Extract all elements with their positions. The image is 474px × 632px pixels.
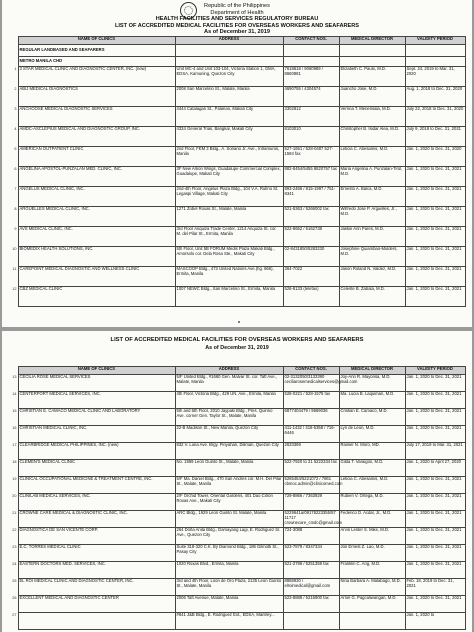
table-row <box>10 443 465 460</box>
cell-address: ARC Bldg., 1929 Leon Guinto St. Malate, Manila <box>175 511 283 528</box>
cell-address: 2/F Orchid Tower, Oriental Gardens, 401 Dao Citron Roxas Ave., Makati City <box>175 494 283 511</box>
table-row <box>10 426 465 443</box>
column-header-name: NAME OF CLINICS <box>18 367 175 375</box>
cell-address: 5/F United Bldg., #1660 Gen. Malvar St. cor. Taft Ave., Malate, Manila <box>175 375 283 392</box>
cell-address: #641 J&B Bldg., E. Rodriguez Ext., EDSA, Mantrey... <box>175 613 283 630</box>
cell-contact: 2633369 <box>283 443 339 460</box>
cell-director: Arnel G. Pagcaliwangan, M.D. <box>339 596 405 613</box>
row-number: 11 <box>12 266 17 271</box>
cell-contact: 729-8866 / 7363929 <box>283 494 339 511</box>
cell-contact <box>283 613 339 630</box>
cell-address: 2nd Floor, FEM 3 Bldg., A. Soriano Jr. Ave., Intramuros, Manila <box>175 147 283 167</box>
table-row <box>10 127 465 147</box>
row-number: 3 <box>14 106 17 111</box>
table-row <box>10 477 465 494</box>
cell-address: 832 V. Luna Ave. Brgy. Pinyahan, Diliman, Quezon City <box>175 443 283 460</box>
cell-validity: Jan. 1, 2020 to Dec. 31, 2021 <box>405 247 465 267</box>
cell-name: ABIJ MEDICAL DIAGNOSTICS <box>18 87 175 107</box>
cell-name: EL ROI MEDICAL CLINIC AND DIAGNOSTIC CENTER, INC. <box>18 579 175 596</box>
cell-director: Cristian E. Camaco, M.D. <box>339 409 405 426</box>
row-number: 8 <box>14 206 17 211</box>
cell-director: Nina Barbara A. Malabago, M.D. <box>339 579 405 596</box>
cell-contact: 02-3132050/3133390 ceciliarosemedicalservices@gmail.com <box>283 375 339 392</box>
cell-address: MASCOOP Bldg., 473 United Nations Ave.(hg. 666), Ermita, Manila <box>175 267 283 287</box>
cell-name: AMERICAN OUTPATIENT CLINIC <box>18 147 175 167</box>
cell-director: Ernesto A. Balca, M.D. <box>339 187 405 207</box>
page-dot-mark <box>238 321 240 323</box>
cell-director: Franklin C. Ang, M.D. <box>339 562 405 579</box>
cell-contact: 527-1651 / 528-0487 527-1594 fax <box>283 147 339 167</box>
cell-address: 22-B Madison St., New Manila, Quezon City <box>175 426 283 443</box>
section-label-metro-manila: METRO MANILA CHD <box>18 57 175 67</box>
table-row <box>10 596 465 613</box>
cell-director <box>339 613 405 630</box>
cell-contact: 411-1432 / 416-5358 / 716-6446 <box>283 426 339 443</box>
cell-contact: 724-3088 <box>283 528 339 545</box>
row-number: 15 <box>12 408 17 413</box>
table-row <box>10 207 465 227</box>
cell-name <box>18 613 175 630</box>
section-row <box>10 57 465 67</box>
table-row <box>10 187 465 207</box>
header-republic: Republic of the Philippines <box>204 3 270 9</box>
table-row <box>10 511 465 528</box>
row-number: 24 <box>12 561 17 566</box>
cell-director: Arvin Lester S. Mike, M.D. <box>339 528 405 545</box>
column-header-address: ADDRESS <box>175 37 283 45</box>
page2-as-of-date: As of December 31, 2019 <box>205 345 269 351</box>
table-row <box>10 227 465 247</box>
cell-validity: July 22, 2018 to Dec. 31, 2020 <box>405 107 465 127</box>
cell-address: 5th Floor, Unit 5B FORUM Medis Plaza Makati Bldg., Amorsolo cor. Dela Rosa Ste., Makati City <box>175 247 283 267</box>
cell-director: Rainier N. Moro, MD. <box>339 443 405 460</box>
cell-validity: Feb. 18, 2019 to Dec. 31, 2021 <box>405 579 465 596</box>
row-number: 16 <box>12 425 17 430</box>
cell-address: 264 Doña Anita Bldg., Damayang Lagi, E. Rodriguez Sr. Ave., Quezon City <box>175 528 283 545</box>
cell-director: Jason Roland N. Valdez, M.D. <box>339 267 405 287</box>
cell-name: ARGUELLES MEDICAL CLINIC, INC. <box>18 207 175 227</box>
cell-name: DIAGNOSTICA DE SAN VICENTE CORP. <box>18 528 175 545</box>
row-number: 22 <box>12 527 17 532</box>
cell-director: Vernna T. Menensala, M.D. <box>339 107 405 127</box>
cell-contact: 364-7022 <box>283 267 339 287</box>
cell-address: 5/F Ma. Daniel Bldg., 470 San Andres cor. M.H. Del Pilar St., Malate, Manila <box>175 477 283 494</box>
cell-address: 4334 General Trias, Bangkal, Makati City <box>175 127 283 147</box>
cell-director: Celeste B. Zabala, M.D. <box>339 287 405 307</box>
cell-address: 1007 NEWC Bldg., San Marcelino St., Ermita, Manila <box>175 287 283 307</box>
cell-address: 1020 Roxas Blvd., Ermita, Manila <box>175 562 283 579</box>
header-as-of-date: As of December 31, 2019 <box>204 29 270 36</box>
cell-contact: 893-2466 / 815-1997 / 751-8341 <box>283 187 339 207</box>
row-number: 27 <box>12 612 17 617</box>
row-number: 6 <box>14 166 17 171</box>
row-number: 7 <box>14 186 17 191</box>
cell-validity: Jan. 1, 2020 to Dec. 31, 2021 <box>405 392 465 409</box>
cell-director: Ma. Lucia B. Laquiman, M.D. <box>339 392 405 409</box>
table-row <box>10 147 465 167</box>
cell-contact: 02-8431850/5283230 <box>283 247 339 267</box>
cell-name: ANGELINA APOSTOL-PUNZALAN MED. CLINIC, INC. <box>18 167 175 187</box>
cell-name: CLINICAL OCCUPATIONAL MEDICINE & TREATMENT CENTRE, INC. <box>18 477 175 494</box>
cell-validity: Jan. 1, 2020 to April 27, 2020 <box>405 460 465 477</box>
table-row <box>10 375 465 392</box>
cell-director: Gilda T. Varaigon, M.D. <box>339 460 405 477</box>
cell-contact: 8888930 / elroimedical@gmail.com <box>283 579 339 596</box>
cell-validity: Jan. 1, 2020 to Dec. 31, 2021 <box>405 375 465 392</box>
cell-contact: 3302812 <box>283 107 339 127</box>
cell-name: ANCHOOSE MEDICAL DIAGNOSTIC SERVICES <box>18 107 175 127</box>
table-row <box>10 409 465 426</box>
cell-validity: Jan. 1, 2020 to Dec. 31, 2021 <box>405 227 465 247</box>
table-row <box>10 545 465 562</box>
row-number: 21 <box>12 510 17 515</box>
cell-contact: 7618618 / 9060989 / 8660881 <box>283 67 339 87</box>
cell-contact: 521-2788 / 5251359 fax <box>283 562 339 579</box>
table-row <box>10 528 465 545</box>
row-number-header <box>10 37 18 45</box>
document-header <box>2 3 472 36</box>
column-header-name: NAME OF CLINICS <box>18 37 175 45</box>
cell-director: Josephine Quiambao-Mulders, M.D. <box>339 247 405 267</box>
row-number: 17 <box>12 442 17 447</box>
cell-name: CECILIA ROSE MEDICAL SERVICES <box>18 375 175 392</box>
cell-director: Rubien V. Ortega, M.D. <box>339 494 405 511</box>
document-page-2 <box>2 331 472 632</box>
row-number: 1 <box>14 66 17 71</box>
cell-name: CENTERPORT MEDICAL SERVICES, INC. <box>18 392 175 409</box>
cell-validity: Jan. 1, 2020 to Dec. 31, 2021 <box>405 426 465 443</box>
cell-validity: Jan. 1, 2020 to Dec. 31, 2021 <box>405 287 465 307</box>
cell-contact: 523-8888 / 5216900 fax <box>283 596 339 613</box>
cell-name: ANGELUS MEDICAL CLINIC, INC. <box>18 187 175 207</box>
cell-name: CLEARBRIDGE MEDICAL PHILIPPINES, INC. (new) <box>18 443 175 460</box>
cell-director: Maria Angelina A. Punzalan-Tirol, M.D. <box>339 167 405 187</box>
cell-director: Leticia C. Abesamis, M.D. <box>339 147 405 167</box>
row-number: 14 <box>12 391 17 396</box>
cell-name: CLEMEN'S MEDICAL CLINIC <box>18 460 175 477</box>
cell-address: Unit MC-4 and Unit 103-104, Victoria Station 1, GMA, EDSA, Kamuning, Quezon City <box>175 67 283 87</box>
cell-contact: 5265454/5221072 / 7861 cbmoc.admin@clinicomed.com <box>283 477 339 494</box>
cell-name: AMDC-ASCLEPIUS MEDICAL AND DIAGNOSTIC GROUP, INC. <box>18 127 175 147</box>
cell-contact: 521-5363 / 5266002 fax <box>283 207 339 227</box>
facilities-table-page-2 <box>10 366 466 630</box>
cell-validity: Aug. 1, 2018 to Dec. 31, 2020 <box>405 87 465 107</box>
header-list-title: LIST OF ACCREDITED MEDICAL FACILITIES FOR OVERSEAS WORKERS AND SEAFARERS <box>114 22 360 29</box>
cell-name: CROWNE CARE MEDICAL & DIAGNOSTIC CLINIC, INC. <box>18 511 175 528</box>
cell-director: Federico D. Acdal, Jr., M.D. <box>339 511 405 528</box>
cell-director: Christopher B. Isidar Alea, M.D. <box>339 127 405 147</box>
column-header-contact: CONTACT NOS. <box>283 37 339 45</box>
cell-validity: Jan. 1, 2020 to Dec. 31, 2021 <box>405 596 465 613</box>
cell-name: AVS MEDICAL CLINIC, INC. <box>18 227 175 247</box>
cell-validity: Jan. 1, 2020 to Dec. 31, 2021 <box>405 562 465 579</box>
cell-name: CBZ MEDICAL CLINIC <box>18 287 175 307</box>
cell-validity: Jan. 1, 2020 to Dec. 31, 2021 <box>405 207 465 227</box>
table-row <box>10 287 465 307</box>
table-row <box>10 460 465 477</box>
cell-validity: Jan. 1, 2020 to <box>405 613 465 630</box>
cell-director: Wilfredo Jose P. Arguelles, Jr., M.D. <box>339 207 405 227</box>
cell-name: CHRISTIAN MEDICAL CLINIC, INC. <box>18 426 175 443</box>
cell-validity: Jan. 1, 2020 to Dec. 31, 2021 <box>405 477 465 494</box>
cell-validity: Jan. 1, 2020 to Dec. 31, 2021 <box>405 167 465 187</box>
cell-name: CLINILAB MEDICAL SERVICES, INC. <box>18 494 175 511</box>
row-number: 12 <box>12 286 17 291</box>
cell-validity: July 9, 2018 to Dec. 31, 2021 <box>405 127 465 147</box>
cell-contact: 526-8133 (telefax) <box>283 287 339 307</box>
row-number: 13 <box>12 374 17 379</box>
section-label-landbased: REGULAR LANDBASED AND SEAFARERS <box>18 45 175 57</box>
row-number: 10 <box>12 246 17 251</box>
page2-list-title: LIST OF ACCREDITED MEDICAL FACILITIES FOR OVERSEAS WORKERS AND SEAFARERS <box>110 337 364 343</box>
row-number-header <box>10 367 18 375</box>
table-row <box>10 247 465 267</box>
cell-contact: 5229641a/09178223355/57 11717 crownecare_cmdc@gmail.com <box>283 511 339 528</box>
column-header-validity: VALIDITY PERIOD <box>405 37 465 45</box>
column-header-director: MEDICAL DIRECTOR <box>339 367 405 375</box>
table-row <box>10 67 465 87</box>
row-number: 20 <box>12 493 17 498</box>
cell-validity: Jan. 1, 2020 to Dec. 31, 2021 <box>405 494 465 511</box>
cell-director: Jaskie Ann Pares, M.D. <box>339 227 405 247</box>
cell-director: Juancho Jose, M.D. <box>339 87 405 107</box>
header-department: Department of Health <box>210 9 264 16</box>
cell-contact: 523-7879 / 8347334 <box>283 545 339 562</box>
cell-address: 3F New Arkon Wings, Guadalupe Commercial Complex, Guadalupe, Makati City <box>175 167 283 187</box>
table-row <box>10 392 465 409</box>
section-row <box>10 45 465 57</box>
cell-address: 2nd-4th Floor, Angelus Plaza Bldg., 104 V.A. Rufino St. Legaspi Village, Makati City <box>175 187 283 207</box>
cell-director: Jon Ernest Z. Lao, M.D. <box>339 545 405 562</box>
column-header-director: MEDICAL DIRECTOR <box>339 37 405 45</box>
table-row <box>10 494 465 511</box>
cell-director: Lyn de Leon, M.D. <box>339 426 405 443</box>
column-header-validity: VALIDITY PERIOD <box>405 367 465 375</box>
cell-name: EASTERN DOCTORS MED. SERVICES, INC. <box>18 562 175 579</box>
cell-contact: 522-7920 to 21 5222334 fax <box>283 460 339 477</box>
cell-name: E.C. TORRES MEDICAL CLINIC <box>18 545 175 562</box>
table-row <box>10 87 465 107</box>
cell-address: Suite 318-320 C.K. By Diamond Bldg., 186 Gilmotti St., Pasay City <box>175 545 283 562</box>
row-number: 5 <box>14 146 17 151</box>
cell-name: CAREPOINT MEDICAL DIAGNOSTIC AND WELLNESS CLINIC <box>18 267 175 287</box>
table-row <box>10 613 465 630</box>
table-row <box>10 562 465 579</box>
cell-contact: 6877404479 / 9669036 <box>283 409 339 426</box>
row-number: 2 <box>14 86 17 91</box>
cell-contact: 4690755 / 4304574 <box>283 87 339 107</box>
row-number: 23 <box>12 544 17 549</box>
cell-director: Joy-Ann R. Mayonsa, M.D. <box>339 375 405 392</box>
cell-name: EXCELLENT MEDICAL AND DIAGNOSTIC CENTER <box>18 596 175 613</box>
header-bureau: HEALTH FACILITIES AND SERVICES REGULATORY BUREAU <box>155 16 319 23</box>
cell-address: 5th and 6th Floor, 2010 Jaypaki Bldg., Pres. Quirino Ave. corner Gen. Taylor St., Malate, Manila <box>175 409 283 426</box>
row-number: 4 <box>14 126 17 131</box>
cell-validity: Jan. 1, 2020 to Dec. 31, 2021 <box>405 187 465 207</box>
cell-director: Elizabeth C. Paulo, M.D. <box>339 67 405 87</box>
table-row <box>10 579 465 596</box>
cell-address: 1271 Zobel Roxas St., Malate, Manila <box>175 207 283 227</box>
cell-validity: July 17, 2019 to Mar. 31, 2021 <box>405 443 465 460</box>
cell-address: 4th Floor, Victoria Bldg., 429 UN. Ave., Ermita, Manila <box>175 392 283 409</box>
cell-address: 3rd and 4th Floor, Loon de Oro Plaza, 2135 Leon Guinto St., Malate, Manila <box>175 579 283 596</box>
cell-address: 2008 San Marcelino St., Malate, Manila <box>175 87 283 107</box>
cell-address: 4444 Catalagan St., Palanan, Makati City <box>175 107 283 127</box>
row-number: 26 <box>12 595 17 600</box>
cell-contact: 8103010 <box>283 127 339 147</box>
cell-validity: Jan. 1, 2020 to Dec. 31, 2020 <box>405 147 465 167</box>
cell-contact: 522-8652 / 5162738 <box>283 227 339 247</box>
row-number: 9 <box>14 226 17 231</box>
table-row <box>10 107 465 127</box>
facilities-table-page-1 <box>10 36 466 307</box>
cell-validity: Jan. 1, 2020 to Dec. 31, 2021 <box>405 267 465 287</box>
cell-contact: 882-8454/5455 8820757 fax <box>283 167 339 187</box>
cell-validity: Jan. 1, 2020 to Dec. 31, 2021 <box>405 545 465 562</box>
row-number: 18 <box>12 459 17 464</box>
cell-director: Leticia C. Abesamis, M.D. <box>339 477 405 494</box>
row-number: 19 <box>12 476 17 481</box>
column-header-contact: CONTACT NOS. <box>283 367 339 375</box>
cell-validity: Jan. 1, 2020 to Dec. 31, 2021 <box>405 511 465 528</box>
table-header-row <box>10 37 465 45</box>
cell-address: 3rd Floor Anquiza Trade Center, 1214 Anquiza St. cor. M. del Pilar St., Ermita, Manila <box>175 227 283 247</box>
row-number: 25 <box>12 578 17 583</box>
cell-name: 3 STAR MEDICAL CLINIC AND DIAGNOSTIC CENTER, INC. (new) <box>18 67 175 87</box>
cell-address: No. 1969 Leon Guinto St., Malate, Manila <box>175 460 283 477</box>
cell-contact: 528-0221 / 528-1575 fax <box>283 392 339 409</box>
cell-address: 2006 Taft Avenue, Malate, Manila <box>175 596 283 613</box>
column-header-address: ADDRESS <box>175 367 283 375</box>
table-row <box>10 167 465 187</box>
cell-validity: Jan. 1, 2020 to Dec. 31, 2021 <box>405 528 465 545</box>
cell-validity: Jan. 1, 2020 to Dec. 31, 2021 <box>405 409 465 426</box>
cell-validity: Sept. 24, 2019 to Mar. 31, 2020 <box>405 67 465 87</box>
cell-name: CHRISTIAN E. CAMACO MEDICAL CLINIC AND LABORATORY <box>18 409 175 426</box>
document-page-1 <box>2 0 472 327</box>
table-row <box>10 267 465 287</box>
cell-name: BIOMEDIX HEALTH SOLUTIONS, INC. <box>18 247 175 267</box>
